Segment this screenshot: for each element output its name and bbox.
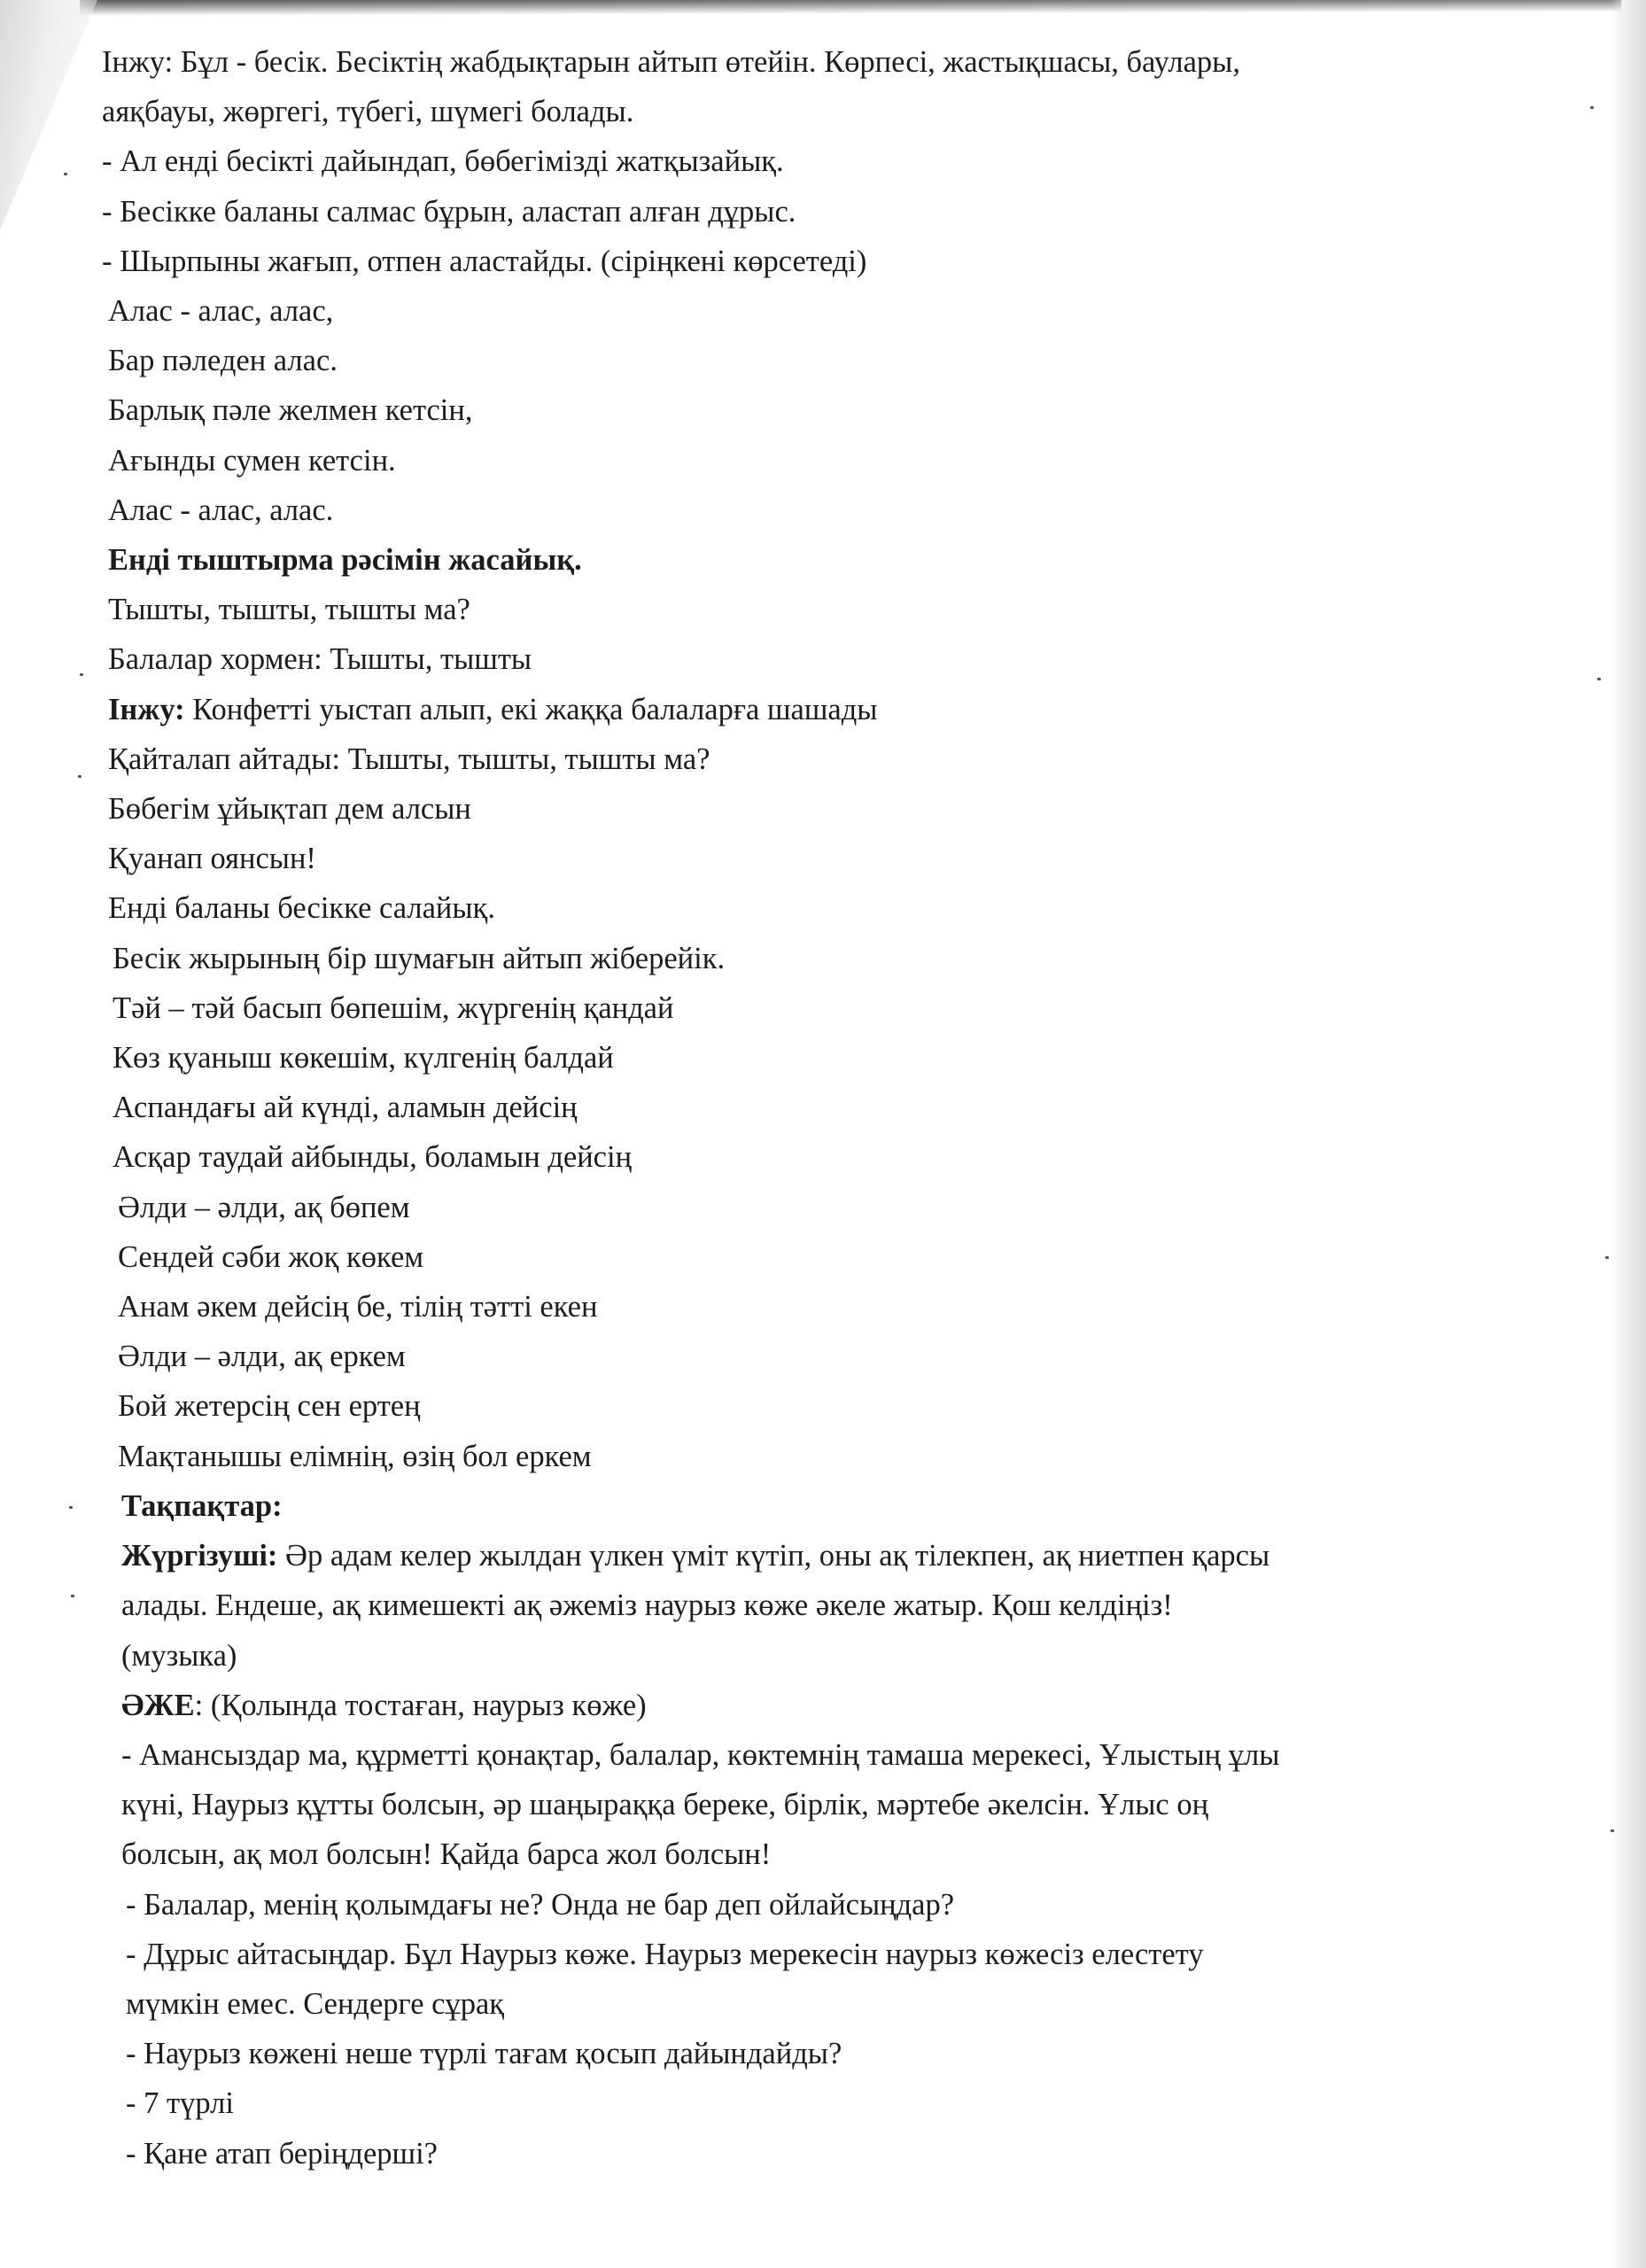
text-line-22: Аспандағы ай күнді, аламын дейсің (113, 1091, 578, 1125)
text-line-2: аяқбауы, жөргегі, түбегі, шүмегі болады. (102, 95, 634, 129)
text-line-24: Әлди – әлди, ақ бөпем (118, 1190, 410, 1224)
text-line-43: - Қане атап беріңдерші? (126, 2136, 438, 2171)
document-body (102, 37, 1572, 2179)
text-line-21: Көз қуаныш көкешім, күлгенің балдай (113, 1041, 614, 1076)
text-line-37: болсын, ақ мол болсын! Қайда барса жол болсын! (121, 1837, 772, 1872)
scan-speck (1611, 1829, 1614, 1832)
speaker-zhurgizushi: Жүргізуші: (121, 1539, 278, 1573)
text-line-14 (102, 685, 1572, 734)
scan-speck (1597, 678, 1601, 680)
text-line-38: - Балалар, менің қолымдағы не? Онда не бар деп ойлайсыңдар? (126, 1887, 955, 1922)
scan-speck (64, 173, 67, 175)
scan-speck (78, 775, 82, 778)
text-line-34-body: : (Қолында тостаған, наурыз көже) (194, 1688, 647, 1722)
text-line-33: (музыка) (121, 1638, 237, 1673)
text-line-26: Анам әкем дейсің бе, тілің тәтті екен (118, 1290, 598, 1324)
section-heading-takpaktar: Тақпақтар: (121, 1488, 283, 1523)
text-line-28: Бой жетерсің сен ертең (118, 1389, 421, 1424)
text-line-29: Мақтанышы елімнің, өзің бол еркем (118, 1439, 592, 1473)
text-line-16: Бөбегім ұйықтап дем алсын (108, 792, 471, 827)
text-line-1: Інжу: Бұл - бесік. Бесіктің жабдықтарын айтып өтейін. Көрпесі, жастықшасы, баулары, (102, 45, 1240, 79)
text-line-18: Енді баланы бесікке салайық. (108, 891, 495, 926)
text-line-20: Тәй – тәй басып бөпешім, жүргенің қандай (113, 990, 674, 1025)
text-line-17: Қуанап оянсын! (108, 842, 316, 876)
text-line-40: мүмкін емес. Сендерге сұрақ (126, 1986, 505, 2021)
text-line-39: - Дұрыс айтасыңдар. Бұл Наурыз көже. Наурыз мерекесін наурыз көжесіз елестету (126, 1937, 1204, 1971)
text-line-6: Алас - алас, алас, (108, 294, 334, 329)
text-line-42: - 7 түрлі (126, 2086, 234, 2121)
text-line-10: Алас - алас, алас. (108, 493, 334, 527)
text-line-31-body: Әр адам келер жылдан үлкен үміт күтіп, оны ақ тілекпен, ақ ниетпен қарсы (277, 1539, 1270, 1573)
text-line-27: Әлди – әлди, ақ еркем (118, 1340, 406, 1374)
speaker-azhe: ӘЖЕ (121, 1688, 195, 1722)
section-heading-tyshtyrma: Енді тыштырма рәсімін жасайық. (108, 543, 582, 578)
text-line-3: - Ал енді бесікті дайындап, бөбегімізді жатқызайық. (102, 144, 784, 179)
scan-speck (69, 1506, 73, 1509)
text-line-31 (102, 1531, 1572, 1581)
text-line-9: Ағынды сумен кетсін. (108, 443, 396, 478)
text-line-7: Бар пәледен алас. (108, 344, 338, 378)
scan-speck (1605, 1256, 1609, 1259)
text-line-23: Асқар таудай айбынды, боламын дейсің (113, 1140, 633, 1175)
text-line-25: Сендей сәби жоқ көкем (118, 1239, 424, 1274)
text-line-15: Қайталап айтады: Тышты, тышты, тышты ма? (108, 742, 710, 776)
speaker-inju: Інжу: (108, 692, 185, 726)
scan-speck (80, 673, 83, 676)
text-line-8: Барлық пәле желмен кетсін, (108, 393, 473, 428)
text-line-35: - Амансыздар ма, құрметті қонақтар, балалар, көктемнің тамаша мерекесі, Ұлыстың ұлы (121, 1737, 1280, 1772)
text-line-13: Балалар хормен: Тышты, тышты (108, 642, 532, 677)
text-line-32: алады. Ендеше, ақ кимешекті ақ әжеміз наурыз көже әкеле жатыр. Қош келдіңіз! (121, 1588, 1173, 1623)
text-line-14-body: Конфетті уыстап алып, екі жаққа балаларға шашады (192, 692, 878, 726)
text-line-4: - Бесікке баланы салмас бұрын, аластап алған дұрыс. (102, 194, 796, 229)
scan-speck (1590, 106, 1594, 109)
text-line-34 (102, 1681, 1572, 1730)
text-line-41: - Наурыз көжені неше түрлі тағам қосып дайындайды? (126, 2037, 842, 2071)
text-line-12: Тышты, тышты, тышты ма? (108, 593, 470, 627)
text-line-5: - Шырпыны жағып, отпен аластайды. (сіріңкені көрсетеді) (102, 244, 867, 278)
text-line-19: Бесік жырының бір шумағын айтып жіберейік. (113, 941, 726, 975)
scan-speck (71, 1595, 74, 1597)
page-right-edge-shadow (1611, 0, 1646, 2268)
text-line-36: күні, Наурыз құтты болсын, әр шаңыраққа береке, бірлік, мәртебе әкелсін. Ұлыс оң (121, 1788, 1209, 1822)
